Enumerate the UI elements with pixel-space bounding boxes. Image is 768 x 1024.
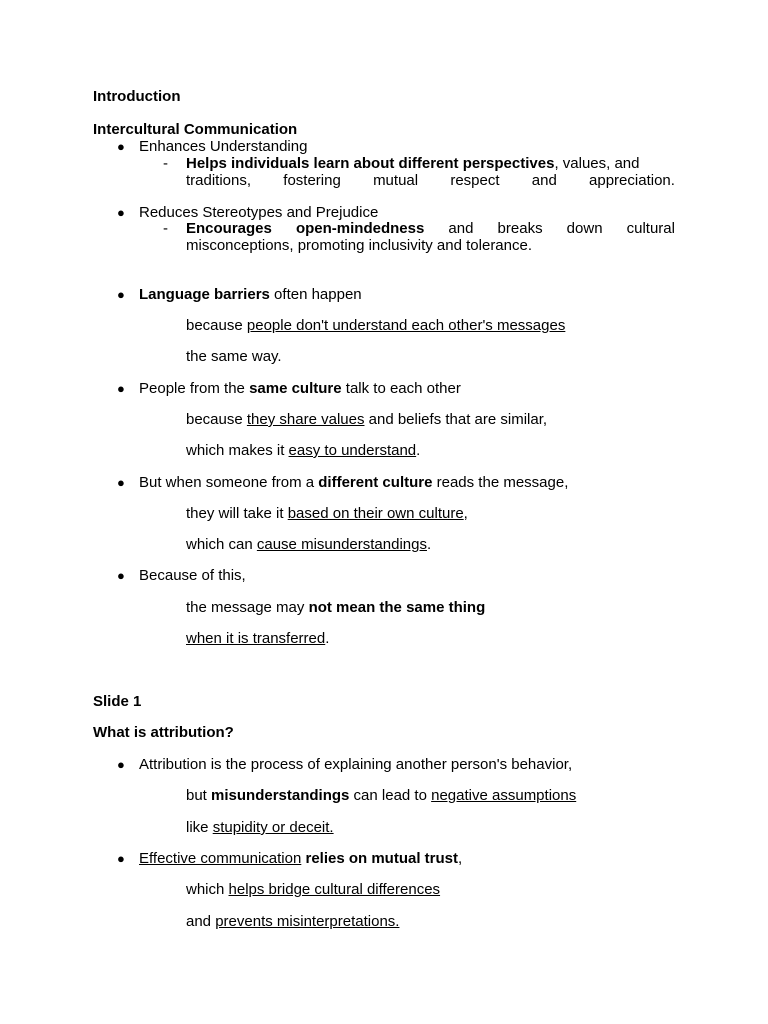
text: and beliefs that are similar,: [364, 411, 548, 428]
bullet-language-barriers: [139, 286, 362, 303]
bullet-because-of-this: Because of this,: [139, 567, 246, 584]
intro-heading: Introduction: [93, 88, 181, 105]
bullet-marker: ●: [117, 475, 125, 490]
bullet-reduces-stereotypes: Reduces Stereotypes and Prejudice: [139, 204, 379, 221]
underlined-text: easy to understand: [288, 442, 417, 459]
underlined-text: people don't understand each other's messages: [246, 317, 566, 334]
text: which can: [186, 536, 257, 553]
word: traditions,: [186, 172, 252, 189]
bullet-attribution: Attribution is the process of explaining another person's behavior,: [139, 756, 573, 773]
bullet-marker: ●: [117, 851, 125, 866]
bullet-effective-communication: [139, 850, 462, 867]
word: down: [566, 220, 603, 237]
intercultural-heading: Intercultural Communication: [93, 121, 298, 138]
word: appreciation.: [589, 172, 675, 189]
text: .: [325, 630, 330, 647]
bullet-different-culture: [139, 474, 568, 491]
underlined-text: they share values: [246, 411, 365, 428]
bullet-marker: ●: [117, 139, 125, 154]
text: .: [416, 442, 421, 459]
attribution-question: What is attribution?: [93, 724, 234, 741]
different-culture-line3: [186, 536, 431, 553]
text: often happen: [269, 286, 362, 303]
bullet-marker: ●: [117, 381, 125, 396]
underlined-text: when it is transferred: [186, 630, 326, 647]
bold-text: Language barriers: [139, 286, 270, 303]
word: breaks: [497, 220, 543, 237]
text: because: [186, 411, 247, 428]
text: ,: [458, 850, 463, 867]
underlined-text: based on their own culture: [287, 505, 464, 522]
dash-marker: -: [163, 220, 168, 237]
bullet-marker: ●: [117, 287, 125, 302]
bold-text: same culture: [249, 380, 342, 397]
language-line2: [186, 317, 565, 334]
underlined-text: negative assumptions: [431, 787, 577, 804]
bold-text: not mean the same thing: [308, 599, 486, 616]
enhances-sub-line1: [186, 155, 675, 172]
because-line2: [186, 599, 485, 616]
underlined-text: helps bridge cultural differences: [228, 881, 441, 898]
text: People from the: [139, 380, 250, 397]
text: which makes it: [186, 442, 289, 459]
word: open-mindedness: [295, 220, 425, 237]
word: Encourages: [186, 220, 272, 237]
attribution-line3: [186, 819, 334, 836]
text: .: [426, 536, 432, 553]
underlined-text: prevents misinterpretations.: [215, 913, 400, 930]
enhances-sub-bold: Helps individuals learn about different perspectives: [186, 155, 555, 172]
underlined-text: Effective communication: [139, 850, 302, 867]
bullet-marker: ●: [117, 568, 125, 583]
same-culture-line3: [186, 442, 420, 459]
bold-text: different culture: [318, 474, 433, 491]
attribution-line2: [186, 787, 576, 804]
same-culture-line2: [186, 411, 547, 428]
word: respect: [450, 172, 500, 189]
text: because: [186, 317, 247, 334]
word: cultural: [626, 220, 675, 237]
text: But when someone from a: [139, 474, 319, 491]
text: talk to each other: [341, 380, 461, 397]
reduces-sub-line2: misconceptions, promoting inclusivity and tolerance.: [186, 237, 533, 254]
enhances-sub-rest: , values, and: [554, 155, 640, 172]
language-line3: the same way.: [186, 348, 282, 365]
effective-line3: [186, 913, 399, 930]
text: which: [186, 881, 229, 898]
text: can lead to: [349, 787, 432, 804]
bold-text: misunderstandings: [211, 787, 350, 804]
underlined-text: cause misunderstandings: [256, 536, 427, 553]
bullet-marker: ●: [117, 205, 125, 220]
word: fostering: [283, 172, 341, 189]
underlined-text: stupidity or deceit.: [212, 819, 334, 836]
slide1-heading: Slide 1: [93, 693, 142, 710]
dash-marker: -: [163, 155, 168, 172]
because-line3: [186, 630, 329, 647]
word: and: [531, 172, 557, 189]
bullet-same-culture: [139, 380, 461, 397]
text: ,: [463, 505, 468, 522]
word: and: [448, 220, 474, 237]
word: mutual: [373, 172, 419, 189]
text: like: [186, 819, 213, 836]
reduces-sub-line1: [186, 220, 675, 237]
enhances-sub-line2: [186, 172, 675, 189]
bullet-marker: ●: [117, 757, 125, 772]
text: and: [186, 913, 216, 930]
different-culture-line2: [186, 505, 468, 522]
effective-line2: [186, 881, 440, 898]
text: but: [186, 787, 212, 804]
text: reads the message,: [432, 474, 569, 491]
text: the message may: [186, 599, 309, 616]
bullet-enhances-understanding: Enhances Understanding: [139, 138, 308, 155]
bold-text: relies on mutual trust: [305, 850, 459, 867]
text: they will take it: [186, 505, 288, 522]
